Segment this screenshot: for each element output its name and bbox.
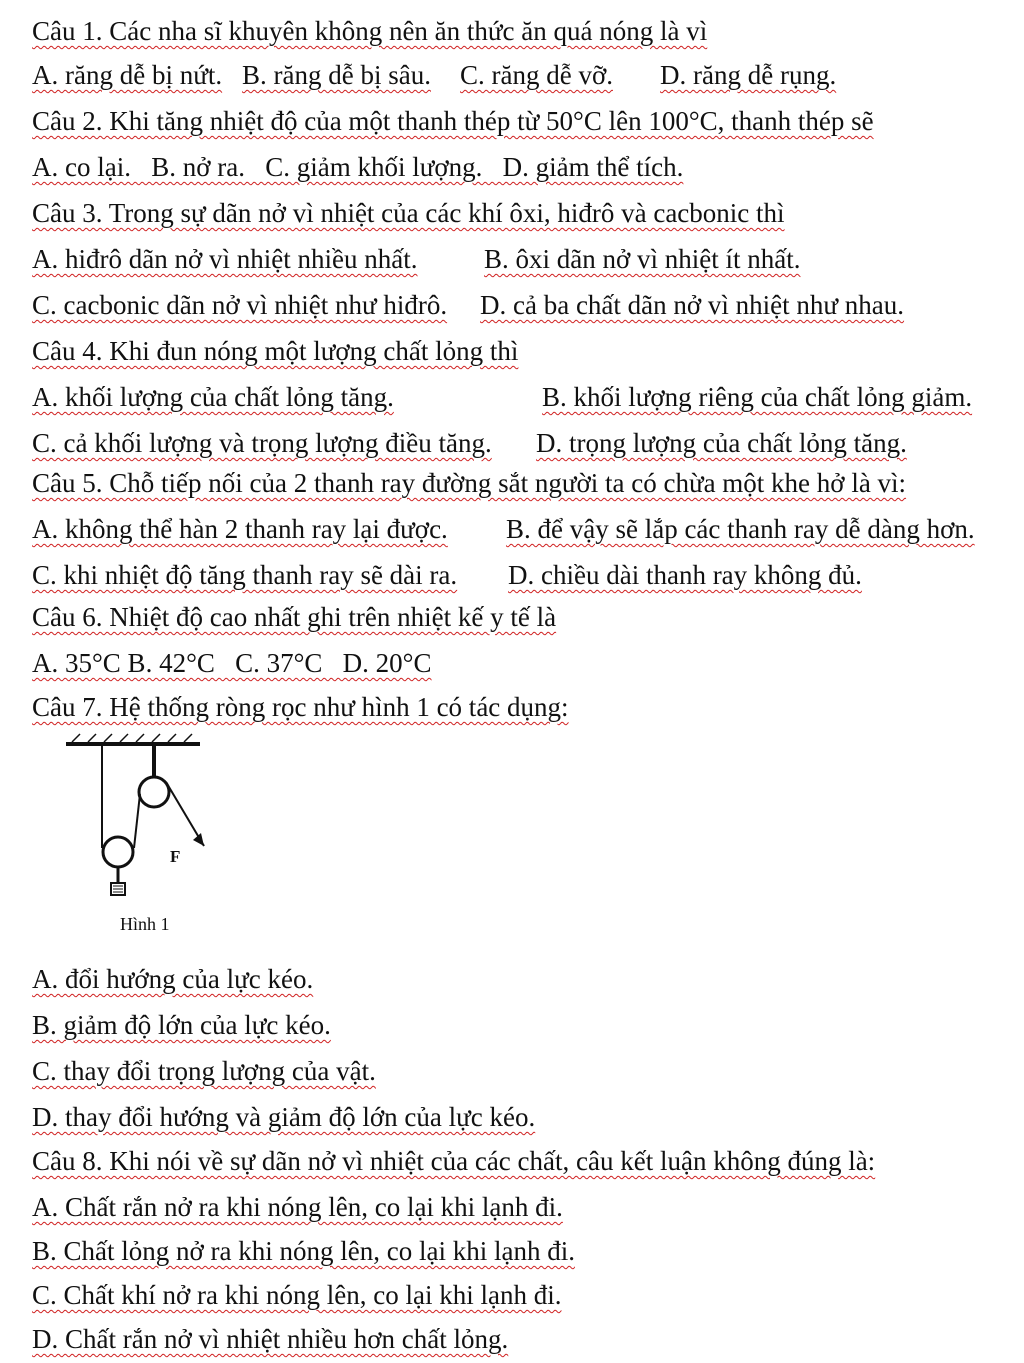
q7-option-a: A. đổi hướng của lực kéo. [32,964,314,994]
q2-options: A. co lại. B. nở ra. C. giảm khối lượng. D. giảm thể tích. [32,152,684,182]
q7-option-d: D. thay đổi hướng và giảm độ lớn của lực kéo. [32,1102,536,1132]
q5-option-b: B. để vậy sẽ lắp các thanh ray dễ dàng hơn. [506,514,975,544]
pulley-system-figure [58,728,238,948]
q1-option-d: D. răng dễ rụng. [660,60,837,90]
question-5: Câu 5. Chỗ tiếp nối của 2 thanh ray đường sắt người ta có chừa một khe hở là vì: [32,468,907,498]
q3-option-c: C. cacbonic dãn nở vì nhiệt như hiđrô. [32,290,448,320]
rope-middle [134,794,140,848]
ceiling-hatch [72,734,192,742]
q3-option-d: D. cả ba chất dãn nở vì nhiệt như nhau. [480,290,905,320]
q4-option-a: A. khối lượng của chất lỏng tăng. [32,382,394,412]
q8-option-d: D. Chất rắn nở vì nhiệt nhiều hơn chất lỏng. [32,1324,509,1354]
q3-option-a: A. hiđrô dãn nở vì nhiệt nhiều nhất. [32,244,418,274]
question-7: Câu 7. Hệ thống ròng rọc như hình 1 có tác dụng: [32,692,569,722]
q8-option-c: C. Chất khí nở ra khi nóng lên, co lại khi lạnh đi. [32,1280,562,1310]
q7-option-c: C. thay đổi trọng lượng của vật. [32,1056,376,1086]
q5-option-d: D. chiều dài thanh ray không đủ. [508,560,862,590]
question-2: Câu 2. Khi tăng nhiệt độ của một thanh thép từ 50°C lên 100°C, thanh thép sẽ [32,106,874,136]
question-6: Câu 6. Nhiệt độ cao nhất ghi trên nhiệt kế y tế là [32,602,557,632]
q4-option-b: B. khối lượng riêng của chất lỏng giảm. [542,382,973,412]
fixed-pulley [139,777,169,807]
question-4: Câu 4. Khi đun nóng một lượng chất lỏng thì [32,336,519,366]
q5-option-a: A. không thể hàn 2 thanh ray lại được. [32,514,448,544]
q6-options: A. 35°C B. 42°C C. 37°C D. 20°C [32,648,432,678]
q8-option-a: A. Chất rắn nở ra khi nóng lên, co lại khi lạnh đi. [32,1192,563,1222]
question-8: Câu 8. Khi nói về sự dãn nở vì nhiệt của các chất, câu kết luận không đúng là: [32,1146,876,1176]
q1-option-a: A. răng dễ bị nứt. [32,60,223,90]
question-1: Câu 1. Các nha sĩ khuyên không nên ăn thức ăn quá nóng là vì [32,16,708,46]
q4-option-c: C. cả khối lượng và trọng lượng điều tăng. [32,428,492,458]
question-3: Câu 3. Trong sự dãn nở vì nhiệt của các khí ôxi, hiđrô và cacbonic thì [32,198,785,228]
figure-caption: Hình 1 [120,914,170,934]
q1-option-b: B. răng dễ bị sâu. [242,60,431,90]
q8-option-b: B. Chất lỏng nở ra khi nóng lên, co lại khi lạnh đi. [32,1236,575,1266]
q1-option-c: C. răng dễ vỡ. [460,60,613,90]
movable-pulley [103,837,133,867]
force-label: F [170,847,181,866]
q3-option-b: B. ôxi dãn nở vì nhiệt ít nhất. [484,244,801,274]
q5-option-c: C. khi nhiệt độ tăng thanh ray sẽ dài ra. [32,560,458,590]
q7-option-b: B. giảm độ lớn của lực kéo. [32,1010,331,1040]
q4-option-d: D. trọng lượng của chất lỏng tăng. [536,428,907,458]
